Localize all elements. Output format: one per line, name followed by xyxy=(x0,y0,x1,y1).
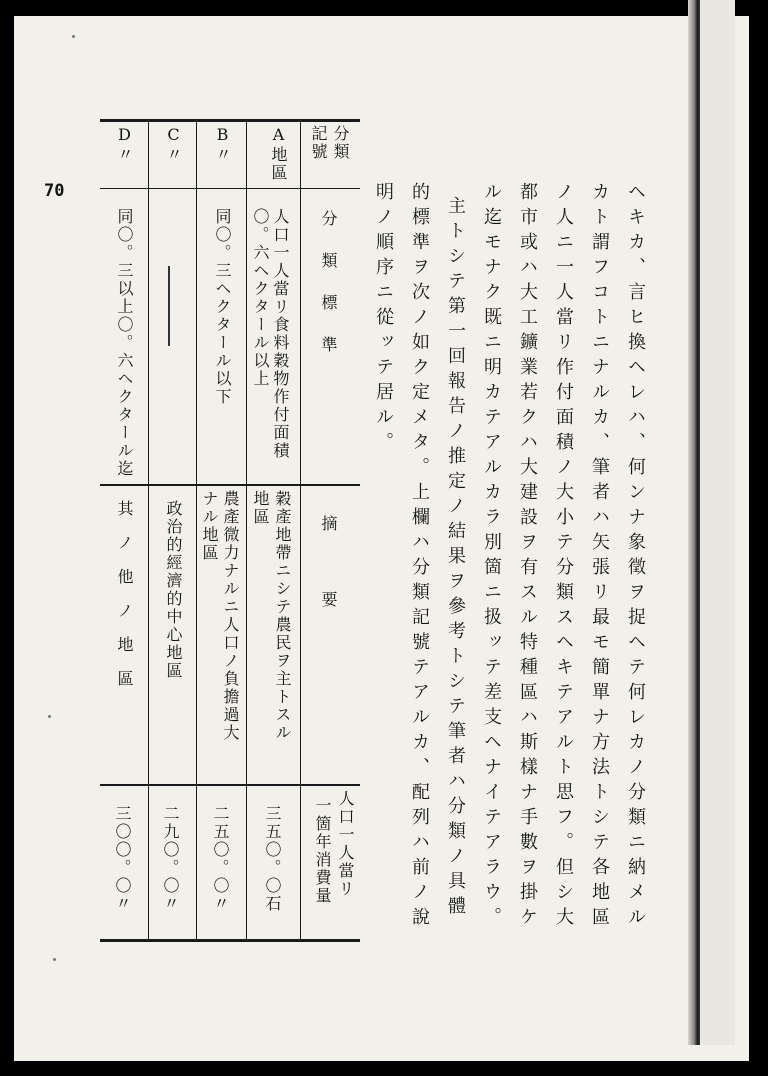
text-column-7: 的標準ヲ次ノ如ク定メタ。上欄ハ分類記號テアルカ、配列ハ前ノ說 xyxy=(409,182,430,932)
row-b-summary: 農產微力ナルニ人口ノ負擔過大 xyxy=(221,490,240,742)
text-column-6: 主トシテ第一回報告ノ推定ノ結果ヲ參考トシテ筆者ハ分類ノ具體 xyxy=(445,196,466,921)
table-top-rule xyxy=(100,119,360,122)
row-c-value: 二九〇。〇〃 xyxy=(161,805,180,913)
row-d-standard: 同〇。三以上〇。六ヘクタール迄 xyxy=(115,208,134,478)
table-header-rule xyxy=(100,188,360,189)
header-kigo: 記號 xyxy=(309,125,328,161)
text-column-4: 都市或ハ大工鑛業若クハ大建設ヲ有スル特種區ハ斯樣ナ手數ヲ掛ケ xyxy=(517,182,538,932)
header-consumption-2: 一箇年消費量 xyxy=(313,797,332,905)
row-a-standard-2: 〇。六ヘクタール以上 xyxy=(251,208,270,388)
text-column-5: ル迄モナク既ニ明カテアルカラ別箇ニ扱ッテ差支ヘナイテアラウ。 xyxy=(481,182,502,932)
row-c-code: C〃 xyxy=(164,125,183,164)
row-b-standard: 同〇。三ヘクタール以下 xyxy=(213,208,232,406)
text-column-1: ヘキカ、言ヒ換ヘレハ、何ンナ象徵ヲ捉ヘテ何レカノ分類ニ納メル xyxy=(625,182,646,932)
print-speck xyxy=(48,715,51,718)
row-d-value: 三〇〇。〇〃 xyxy=(113,805,132,913)
row-d-summary: 其ノ他ノ地區 xyxy=(115,500,134,704)
row-a-summary-2: 地區 xyxy=(251,490,270,526)
text-column-2: カト謂フコトニナルカ、筆者ハ矢張リ最モ簡單ナ方法トシテ各地區 xyxy=(589,182,610,932)
row-a-summary: 穀產地帶ニシテ農民ヲ主トスル xyxy=(273,490,292,742)
row-c-standard-dash xyxy=(168,266,170,346)
table-rule-1 xyxy=(100,484,360,486)
row-b-value: 二五〇。〇〃 xyxy=(211,805,230,913)
page-binding xyxy=(688,0,700,1045)
header-bunrui-hyojun: 分類標準 xyxy=(319,210,338,378)
header-tekiyo: 摘要 xyxy=(319,515,338,667)
header-bunrui: 分類 xyxy=(331,125,350,161)
row-c-summary: 政治的經濟的中心地區 xyxy=(164,500,183,680)
text-column-8: 明ノ順序ニ從ッテ居ル。 xyxy=(373,182,394,457)
page-edge xyxy=(700,0,735,1045)
header-consumption-1: 人口一人當リ xyxy=(336,790,355,898)
row-b-code: B〃 xyxy=(213,125,232,164)
print-speck xyxy=(53,958,56,961)
row-a-standard: 人口一人當リ食料穀物作付面積 xyxy=(271,208,290,460)
table-column-line-1 xyxy=(148,119,149,941)
table-column-line-3 xyxy=(246,119,247,941)
table-rule-2 xyxy=(100,784,360,786)
row-a-code: A地區 xyxy=(269,125,288,182)
table-column-line-2 xyxy=(196,119,197,941)
text-column-3: ノ人ニ一人當リ作付面積ノ大小テ分類スヘキテアルト思フ。但シ大 xyxy=(553,182,574,932)
table-bottom-rule xyxy=(100,939,360,942)
row-d-code: D〃 xyxy=(115,125,134,164)
row-b-summary-2: ナル地區 xyxy=(200,490,219,562)
page-number: 70 xyxy=(44,181,65,201)
table-column-line-4 xyxy=(300,119,301,941)
row-a-value: 三五〇。〇石 xyxy=(263,805,282,913)
print-speck xyxy=(72,35,75,38)
